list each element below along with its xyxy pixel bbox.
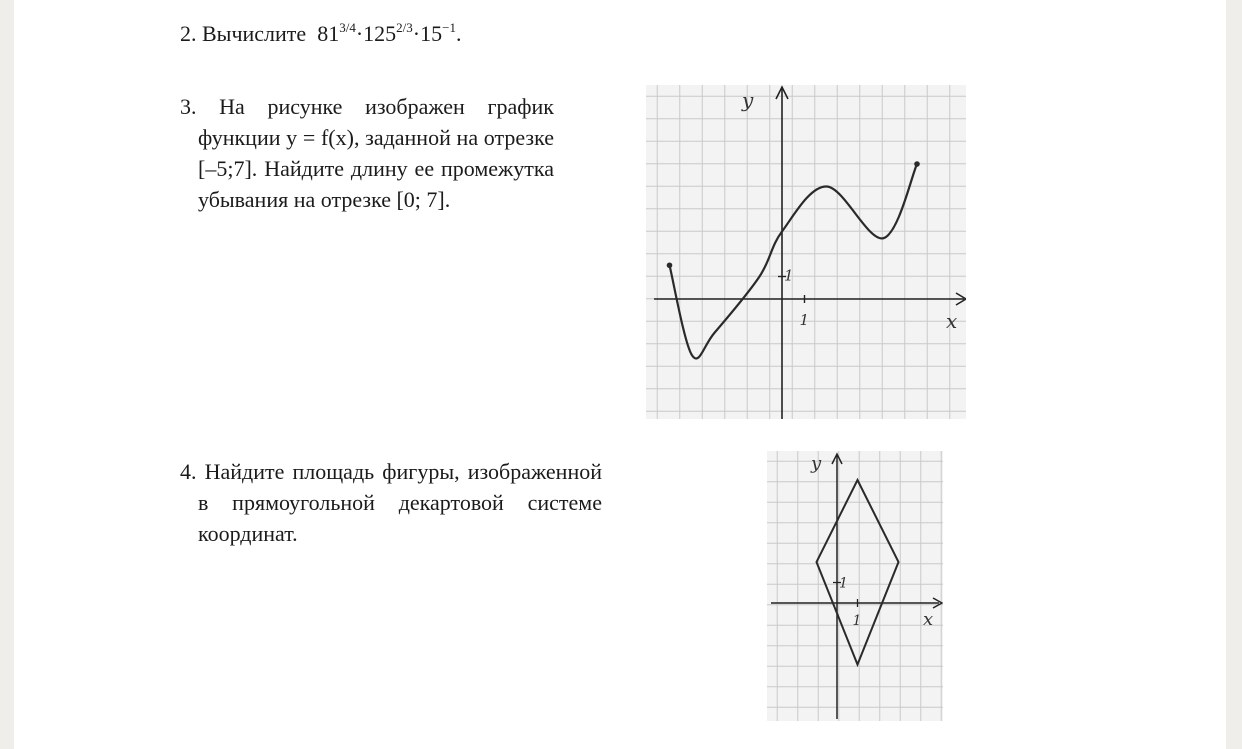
function-curve	[670, 164, 918, 358]
term-1-exp: 3/4	[339, 20, 356, 35]
problem-4	[180, 456, 602, 549]
dot-2: ·	[412, 21, 421, 46]
rhombus-graph-svg	[767, 451, 943, 721]
term-2-exp: 2/3	[396, 20, 413, 35]
problem-2	[180, 18, 461, 52]
problem-2-suffix: .	[455, 21, 462, 46]
term-2-base: 125	[363, 21, 397, 46]
x-unit-label: 1	[799, 311, 810, 329]
function-graph-svg	[646, 85, 966, 419]
rhombus-shape	[817, 480, 899, 665]
problem-3-line-3: [–5;7]. Найдите длину ее промежутка	[198, 156, 554, 181]
curve-start-point	[667, 262, 673, 268]
problem-3	[180, 91, 554, 215]
term-3	[420, 21, 456, 46]
x-axis-label: x	[946, 309, 958, 333]
y-unit-label: 1	[784, 266, 794, 285]
grid-lines	[646, 85, 966, 419]
problem-4-line-3: координат.	[198, 521, 298, 546]
term-3-exp: −1	[442, 20, 456, 35]
function-graph	[646, 85, 966, 419]
y-unit-label: 1	[839, 575, 848, 592]
x-unit-label: 1	[852, 613, 862, 629]
x-axis-label: x	[923, 609, 934, 630]
y-axis-label: y	[811, 453, 822, 474]
rhombus-graph	[767, 451, 943, 721]
problem-2-prefix: 2. Вычислите	[180, 21, 307, 46]
term-1-base: 81	[317, 21, 340, 46]
problem-3-line-4: убывания на отрезке [0; 7].	[198, 187, 451, 212]
problem-4-line-2: в прямоугольной декартовой системе	[198, 490, 602, 515]
y-axis-label: y	[742, 88, 754, 112]
term-3-base: 15	[420, 21, 443, 46]
problem-4-line-1: 4. Найдите площадь фигуры, изображенной	[180, 459, 602, 484]
dot-1: ·	[355, 21, 364, 46]
problem-3-line-1: 3. На рисунке изображен график	[180, 94, 554, 119]
curve-end-point	[914, 161, 920, 167]
problem-3-line-2: функции y = f(x), заданной на отрезке	[198, 125, 554, 150]
grid-lines	[767, 451, 943, 721]
term-2	[363, 21, 413, 46]
term-1	[317, 21, 356, 46]
document-page	[14, 0, 1226, 749]
